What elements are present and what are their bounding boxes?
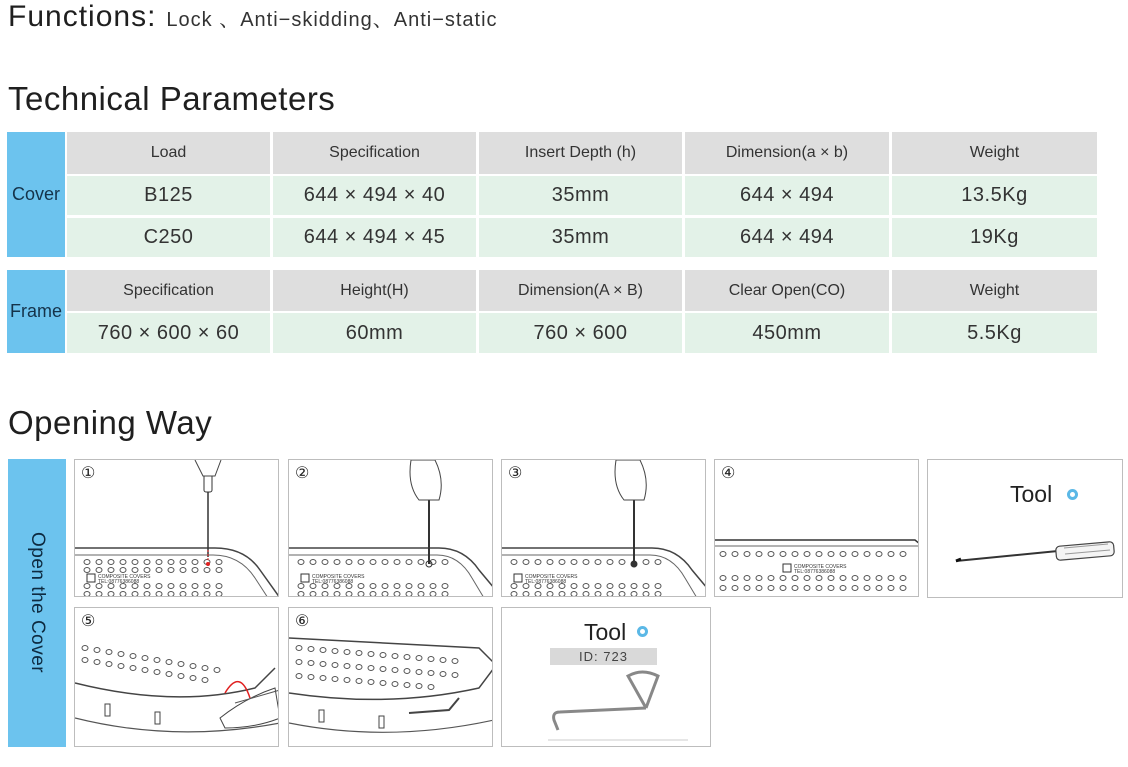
screwdriver-icon [928,460,1123,598]
step-4-image [714,459,919,597]
tool-screwdriver-card [927,459,1123,598]
table-cell: 19Kg [892,218,1097,257]
step-number: ① [81,465,96,482]
tool-title: Tool [1010,481,1053,507]
cover-text-line: TEL:08776386088 [794,569,836,575]
open-the-cover-text: Open the Cover [27,532,48,674]
table-cell: 760 × 600 × 60 [67,313,273,353]
open-the-cover-label [8,459,66,747]
step-5-image [74,607,279,747]
step-number: ⑥ [295,613,310,630]
table-cell: 13.5Kg [892,176,1097,215]
cover-lifted-key-illustration [289,608,493,747]
cover-header-cell: Dimension(a × b) [685,132,892,174]
step-number: ② [295,465,310,482]
step-1-image [74,459,279,597]
cover-lifted-illustration [715,460,919,597]
cover-screwdriver-illustration [502,460,706,597]
table-cell: 644 × 494 [685,176,892,215]
frame-header-cell: Height(H) [273,270,479,311]
cover-text-line: TEL:08776386088 [98,579,140,585]
step-6-image [288,607,493,747]
cover-header-cell: Load [67,132,273,174]
cover-removal-illustration [75,608,279,747]
frame-header-cell: Dimension(A × B) [479,270,685,311]
cover-screwdriver-illustration [75,460,279,597]
functions-label: Functions: [8,0,157,33]
cover-text-line: COMPOSITE COVERS [98,574,151,580]
tool-title: Tool [584,619,627,645]
cover-text-line: COMPOSITE COVERS [525,574,578,580]
step-number: ⑤ [81,613,96,630]
functions-line [8,0,498,36]
technical-parameters-title: Technical Parameters [8,80,336,117]
table-cell: 644 × 494 × 45 [273,218,479,257]
table-cell: B125 [67,176,273,215]
frame-header-cell: Clear Open(CO) [685,270,892,311]
tool-id-badge: ID: 723 [550,648,657,665]
table-cell: 760 × 600 [479,313,685,353]
table-cell: 5.5Kg [892,313,1097,353]
cover-text-line: TEL:08776386088 [312,579,354,585]
cover-text-line: COMPOSITE COVERS [312,574,365,580]
frame-header-cell: Specification [67,270,273,311]
cover-side-label: Cover [7,132,65,257]
step-number: ③ [508,465,523,482]
cover-header-cell: Specification [273,132,479,174]
frame-header-row [67,270,1097,311]
tool-key-card [501,607,711,747]
frame-side-label: Frame [7,270,65,353]
cover-text-line: TEL:08776386088 [525,579,567,585]
table-cell: 644 × 494 × 40 [273,176,479,215]
frame-header-cell: Weight [892,270,1097,311]
table-cell: C250 [67,218,273,257]
table-row [67,313,1097,353]
step-number: ④ [721,465,736,482]
cover-text-line: COMPOSITE COVERS [794,564,847,570]
table-row [67,218,1097,257]
cover-header-row [67,132,1097,174]
step-2-image [288,459,493,597]
table-cell: 450mm [685,313,892,353]
table-cell: 644 × 494 [685,218,892,257]
key-hook-icon [502,608,711,747]
cover-header-cell: Insert Depth (h) [479,132,685,174]
functions-items: Lock 、Anti−skidding、Anti−static [166,9,498,31]
step-3-image [501,459,706,597]
table-cell: 35mm [479,218,685,257]
table-cell: 60mm [273,313,479,353]
opening-way-title: Opening Way [8,404,213,441]
cover-header-cell: Weight [892,132,1097,174]
table-cell: 35mm [479,176,685,215]
table-row [67,176,1097,215]
cover-screwdriver-illustration [289,460,493,597]
